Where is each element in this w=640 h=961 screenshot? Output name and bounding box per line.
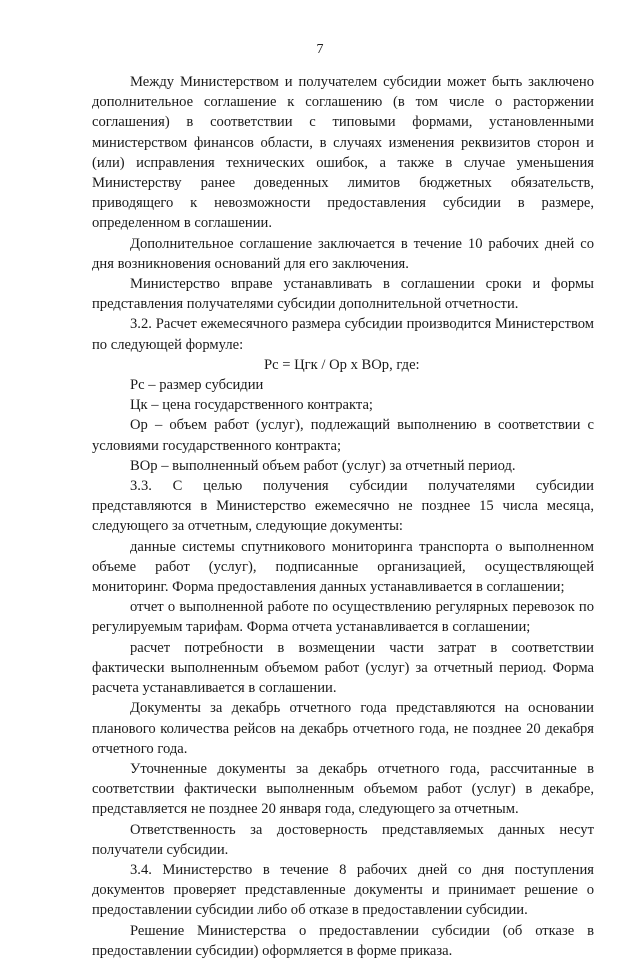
document-body [92, 72, 594, 961]
paragraph-section-3-3: 3.3. С целью получения субсидии получателями субсидии представляются в Министерство ежемесячно не позднее 15 числа месяца, следующего за отчетным, следующие документы: [92, 478, 594, 535]
paragraph-def-rs: Рс – размер субсидии [130, 377, 264, 394]
paragraph-decision-order: Решение Министерства о предоставлении субсидии (об отказе в предоставлении субсидии) оформляется в форме приказа. [92, 922, 594, 959]
subsidy-formula: Рс = Цгк / Ор х ВОр, где: [264, 356, 420, 373]
paragraph-reporting-forms: Министерство вправе устанавливать в соглашении сроки и формы представления получателями субсидии дополнительной отчетности. [92, 276, 594, 313]
paragraph-def-or: Ор – объем работ (услуг), подлежащий выполнению в соответствии с условиями государственного контракта; [92, 417, 594, 454]
paragraph-additional-agreement: Между Министерством и получателем субсидии может быть заключено дополнительное соглашение к соглашению (в том числе о расторжении соглашения) в соответствии с типовыми формами, установленными министерством финансов области, в случаях изменения реквизитов сторон и (или) исправления технических ошибок, а также в случае уменьшения Министерству ранее доведенных лимитов бюджетных обязательств, приводящего к невозможности предоставления субсидии в размере, определенном в соглашении. [92, 74, 594, 232]
paragraph-def-tsk: Цк – цена государственного контракта; [130, 397, 373, 414]
paragraph-doc-calculation: расчет потребности в возмещении части затрат в соответствии фактически выполненным объемом работ (услуг) за отчетный период. Форма расчета устанавливается в соглашении. [92, 639, 594, 697]
paragraph-doc-report: отчет о выполненной работе по осуществлению регулярных перевозок по регулируемым тарифам. Форма отчета устанавливается в соглашении; [92, 599, 594, 636]
paragraph-section-3-2: 3.2. Расчет ежемесячного размера субсидии производится Министерством по следующей формуле: [92, 316, 594, 353]
paragraph-responsibility: Ответственность за достоверность представляемых данных несут получатели субсидии. [92, 821, 594, 858]
paragraph-doc-monitoring: данные системы спутникового мониторинга транспорта о выполненном объеме работ (услуг), подписанные организацией, осуществляющей мониторинг. Форма предоставления данных устанавливается в соглашении; [92, 538, 594, 596]
paragraph-section-3-4: 3.4. Министерство в течение 8 рабочих дней со дня поступления документов проверяет представленные документы и принимает решение о предоставлении субсидии либо об отказе в предоставлении субсидии. [92, 861, 594, 919]
paragraph-agreement-term: Дополнительное соглашение заключается в течение 10 рабочих дней со дня возникновения оснований для его заключения. [92, 235, 594, 272]
page-number: 7 [316, 42, 324, 57]
paragraph-refined-docs: Уточненные документы за декабрь отчетного года, рассчитанные в соответствии фактически выполненным объемом работ (услуг) в декабре, представляется не позднее 20 января года, следующего за отчетным. [92, 760, 594, 818]
paragraph-december-docs: Документы за декабрь отчетного года представляются на основании планового количества рейсов на декабрь отчетного года, не позднее 20 декабря отчетного года. [92, 700, 594, 757]
paragraph-def-vor: ВОр – выполненный объем работ (услуг) за отчетный период. [130, 457, 516, 474]
